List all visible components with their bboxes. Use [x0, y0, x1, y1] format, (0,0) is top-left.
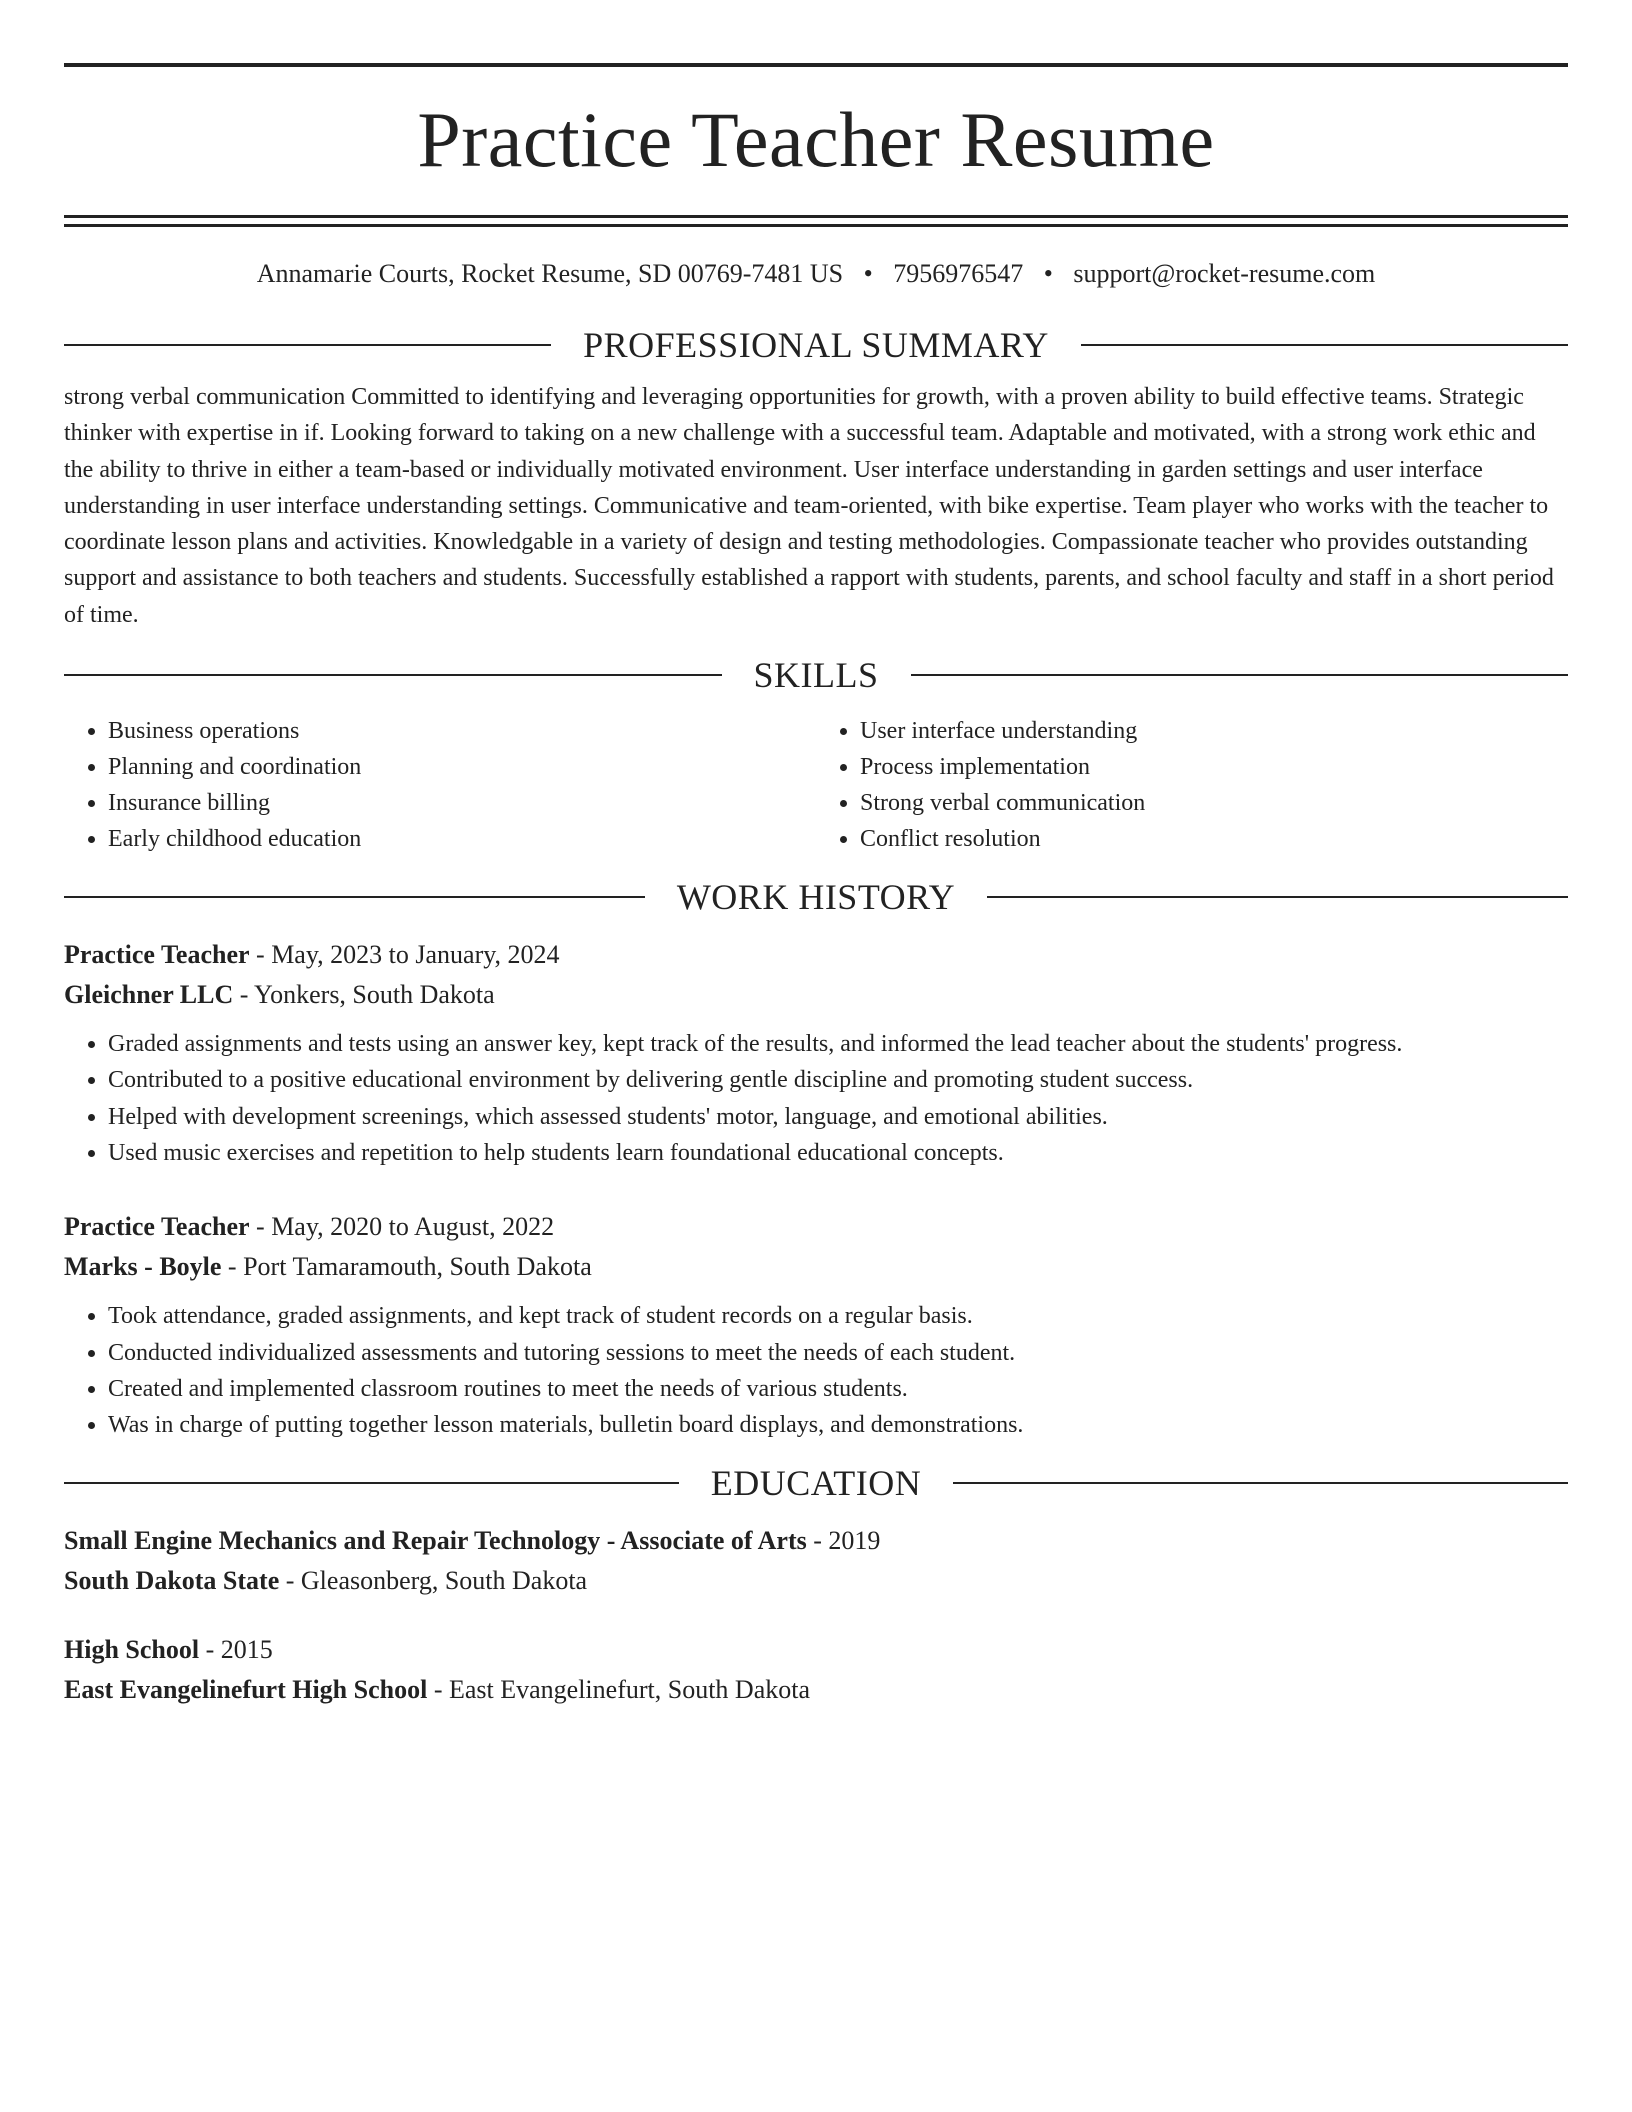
job-dates: - May, 2023 to January, 2024: [249, 940, 560, 970]
skill-item: • Process implementation: [860, 749, 1568, 785]
education-entry: [64, 1521, 1568, 1600]
section-header-skills: [64, 655, 1568, 695]
job-company: Marks - Boyle: [64, 1251, 222, 1281]
skills-column-left: [64, 713, 816, 857]
divider: [911, 674, 1569, 676]
education-school-line: [64, 1561, 1568, 1601]
job-dates: - May, 2020 to August, 2022: [249, 1212, 555, 1242]
education-degree: Small Engine Mechanics and Repair Technology - Associate of Arts: [64, 1526, 807, 1556]
education-degree-line: [64, 1630, 1568, 1670]
job-company-line: [64, 1247, 1568, 1287]
skill-item: • Insurance billing: [108, 785, 816, 821]
job-bullet: • Contributed to a positive educational environment by delivering gentle discipline and promoting student success.: [108, 1062, 1568, 1098]
summary-paragraph: strong verbal communication Committed to identifying and leveraging opportunities for growth, with a proven ability to build effective teams. Strategic thinker with expertise in if. Looking forward to taking on a new challenge with a successful team. Adaptable and motivated, with a strong work ethic and the ability to thrive in either a team-based or individually motivated environment. User interface understanding in garden settings and user interface understanding in user interface understanding settings. Communicative and team-oriented, with bike expertise. Team player who works with the teacher to coordinate lesson plans and activities. Knowledgable in a variety of design and testing methodologies. Compassionate teacher who provides outstanding support and assistance to both teachers and students. Successfully established a rapport with students, parents, and school faculty and staff in a short period of time.: [64, 384, 1554, 628]
section-title-summary: PROFESSIONAL SUMMARY: [583, 325, 1049, 365]
divider: [64, 896, 645, 898]
job-title: Practice Teacher: [64, 940, 250, 970]
divider: [64, 344, 551, 346]
job-title: Practice Teacher: [64, 1212, 250, 1242]
job-company: Gleichner LLC: [64, 979, 234, 1009]
job-bullets: [64, 1026, 1568, 1171]
education-school: East Evangelinefurt High School: [64, 1674, 428, 1704]
education-year: - 2019: [806, 1526, 881, 1556]
skill-item: • Planning and coordination: [108, 749, 816, 785]
skill-item: • User interface understanding: [860, 713, 1568, 749]
education-school: South Dakota State: [64, 1565, 280, 1595]
job-bullets: [64, 1298, 1568, 1443]
title-block: [64, 63, 1568, 227]
job-bullet: • Conducted individualized assessments and tutoring sessions to meet the needs of each student.: [108, 1335, 1568, 1371]
divider: [987, 896, 1568, 898]
education-degree-line: [64, 1521, 1568, 1561]
education-school-line: [64, 1670, 1568, 1710]
section-title-work: WORK HISTORY: [676, 877, 956, 918]
job-location: - Port Tamaramouth, South Dakota: [221, 1251, 592, 1281]
divider: [1081, 344, 1568, 346]
contact-line: [64, 257, 1568, 291]
skill-item: • Conflict resolution: [860, 821, 1568, 857]
education-degree: High School: [64, 1635, 200, 1665]
divider: [953, 1482, 1568, 1484]
skill-item: • Business operations: [108, 713, 816, 749]
section-title-education: EDUCATION: [710, 1463, 922, 1504]
job-title-line: [64, 935, 1568, 975]
section-header-summary: [64, 325, 1568, 365]
skill-item: • Early childhood education: [108, 821, 816, 857]
skills-list: [64, 713, 1568, 857]
job-bullet: • Created and implemented classroom routines to meet the needs of various students.: [108, 1371, 1568, 1407]
section-title-skills: SKILLS: [753, 655, 879, 696]
contact-phone: 7956976547: [893, 259, 1024, 288]
education-location: - East Evangelinefurt, South Dakota: [427, 1674, 811, 1704]
education-location: - Gleasonberg, South Dakota: [279, 1565, 588, 1595]
skill-item: • Strong verbal communication: [860, 785, 1568, 821]
section-header-education: [64, 1463, 1568, 1503]
education-year: - 2015: [199, 1635, 273, 1665]
contact-email: support@rocket-resume.com: [1073, 259, 1376, 288]
job-title-line: [64, 1207, 1568, 1247]
resume-page: [64, 0, 1568, 1709]
job-bullet: • Used music exercises and repetition to help students learn foundational educational concepts.: [108, 1135, 1568, 1171]
job-entry: [64, 935, 1568, 1171]
bullet-separator: •: [863, 259, 873, 288]
education-entry: [64, 1630, 1568, 1709]
contact-address: Annamarie Courts, Rocket Resume, SD 00769-7481 US: [256, 259, 844, 288]
section-header-work: [64, 877, 1568, 917]
job-bullet: • Graded assignments and tests using an answer key, kept track of the results, and informed the lead teacher about the students' progress.: [108, 1026, 1568, 1062]
resume-title: Practice Teacher Resume: [417, 96, 1215, 183]
job-entry: [64, 1207, 1568, 1443]
bullet-separator: •: [1043, 259, 1053, 288]
job-bullet: • Took attendance, graded assignments, and kept track of student records on a regular basis.: [108, 1298, 1568, 1334]
job-bullet: • Was in charge of putting together lesson materials, bulletin board displays, and demonstrations.: [108, 1407, 1568, 1443]
job-company-line: [64, 975, 1568, 1015]
divider: [64, 674, 722, 676]
title-double-rule: [64, 215, 1568, 227]
skills-column-right: [816, 713, 1568, 857]
divider: [64, 1482, 679, 1484]
job-location: - Yonkers, South Dakota: [233, 979, 495, 1009]
job-bullet: • Helped with development screenings, which assessed students' motor, language, and emotional abilities.: [108, 1099, 1568, 1135]
